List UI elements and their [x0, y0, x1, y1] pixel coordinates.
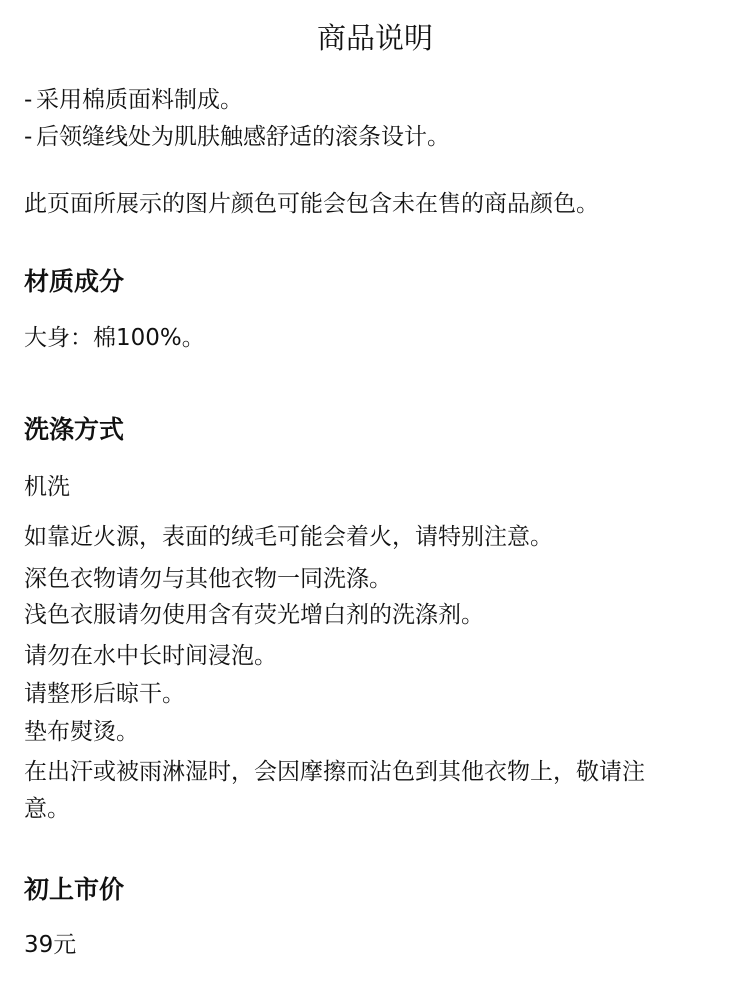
washing-note: 深色衣物请勿与其他衣物一同洗涤。	[24, 566, 392, 592]
page-title: 商品说明	[316, 21, 433, 55]
price-value: 39元	[24, 932, 77, 958]
washing-note: 浅色衣服请勿使用含有荧光增白剂的洗涤剂。	[24, 602, 484, 628]
washing-note: 垫布熨烫。	[24, 719, 139, 745]
washing-heading: 洗涤方式	[24, 415, 125, 444]
color-note: 此页面所展示的图片颜色可能会包含未在售的商品颜色。	[24, 191, 599, 217]
washing-note: 在出汗或被雨淋湿时，会因摩擦而沾色到其他衣物上，敬请注	[24, 759, 645, 785]
material-heading: 材质成分	[24, 267, 125, 296]
bullet-text: 采用棉质面料制成。	[36, 87, 243, 113]
bullet-item	[24, 84, 243, 116]
bullet-marker: -	[24, 87, 33, 113]
washing-note: 如靠近火源，表面的绒毛可能会着火，请特别注意。	[24, 524, 553, 550]
washing-note: 请整形后晾干。	[24, 681, 185, 707]
material-text: 大身：棉100%。	[24, 325, 205, 351]
bullet-item	[24, 121, 450, 153]
price-heading: 初上市价	[24, 875, 125, 904]
washing-method: 机洗	[24, 474, 70, 500]
washing-note: 意。	[24, 796, 70, 822]
bullet-marker: -	[24, 124, 33, 150]
bullet-text: 后领缝线处为肌肤触感舒适的滚条设计。	[36, 124, 450, 150]
washing-note: 请勿在水中长时间浸泡。	[24, 643, 277, 669]
